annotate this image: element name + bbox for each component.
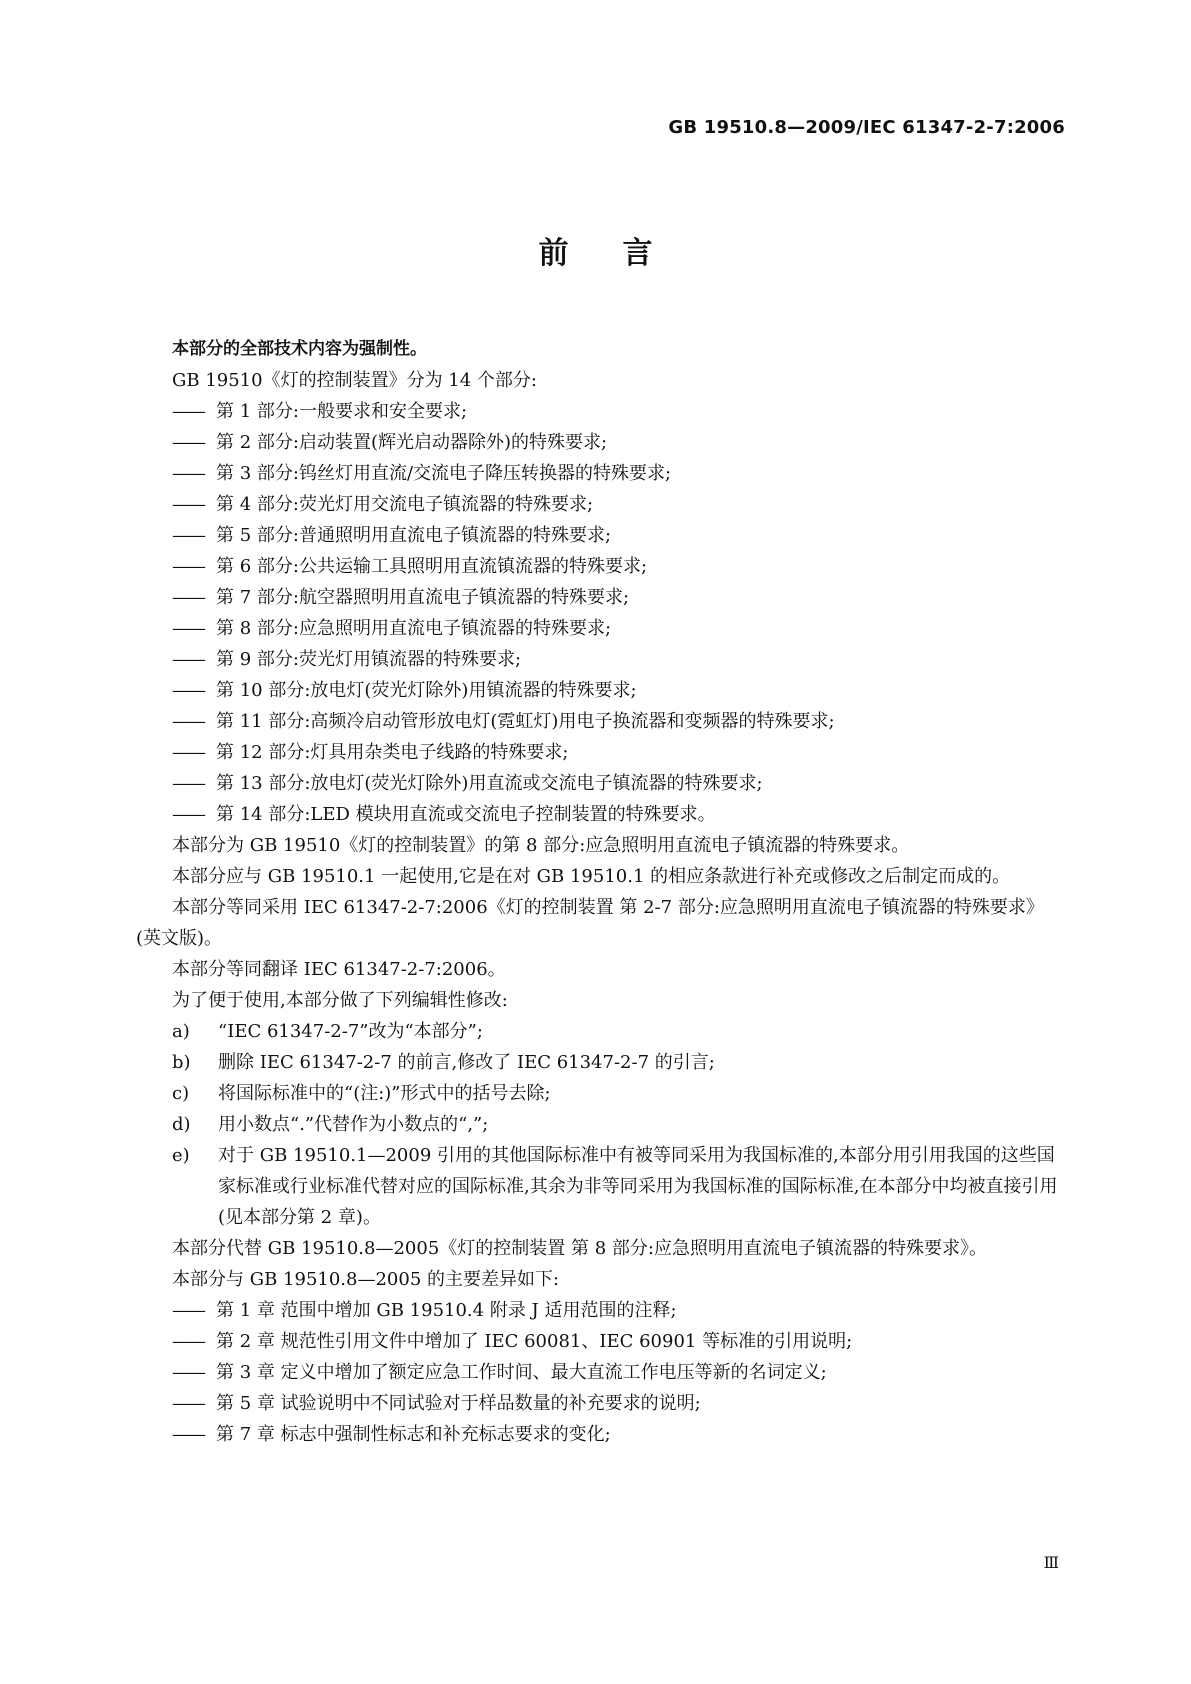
list-item: —— 第 5 章 试验说明中不同试验对于样品数量的补充要求的说明;	[172, 1393, 701, 1414]
list-item: —— 第 1 章 范围中增加 GB 19510.4 附录 J 适用范围的注释;	[172, 1300, 677, 1321]
list-item: —— 第 6 部分:公共运输工具照明用直流镇流器的特殊要求;	[172, 556, 648, 577]
list-item: —— 第 9 部分:荧光灯用镇流器的特殊要求;	[172, 649, 522, 670]
list-item: a) “IEC 61347-2-7”改为“本部分”;	[172, 1021, 483, 1042]
parts-intro: GB 19510《灯的控制装置》分为 14 个部分:	[172, 370, 537, 391]
differences-list	[136, 1295, 1064, 1450]
list-item: —— 第 7 章 标志中强制性标志和补充标志要求的变化;	[172, 1424, 611, 1445]
list-item: —— 第 4 部分:荧光灯用交流电子镇流器的特殊要求;	[172, 494, 594, 515]
parts-list	[136, 396, 1064, 830]
part-of-statement: 本部分为 GB 19510《灯的控制装置》的第 8 部分:应急照明用直流电子镇流器的特殊要求。	[172, 835, 910, 856]
list-item: e) 对于 GB 19510.1—2009 引用的其他国际标准中有被等同采用为我国标准的,本部分用引用我国的这些国家标准或行业标准代替对应的国际标准,其余为非等同采用为我国标准的国际标准,在本部分中均被直接引用(见本部分第 2 章)。	[172, 1145, 1058, 1228]
standard-code-header: GB 19510.8—2009/IEC 61347-2-7:2006	[668, 117, 1065, 138]
title-char-1: 前	[538, 236, 569, 271]
diff-intro: 本部分与 GB 19510.8—2005 的主要差异如下:	[172, 1269, 560, 1290]
list-item: —— 第 8 部分:应急照明用直流电子镇流器的特殊要求;	[172, 618, 612, 639]
list-item: —— 第 12 部分:灯具用杂类电子线路的特殊要求;	[172, 742, 569, 763]
mandatory-statement: 本部分的全部技术内容为强制性。	[172, 339, 427, 359]
list-item: —— 第 7 部分:航空器照明用直流电子镇流器的特殊要求;	[172, 587, 630, 608]
list-item: —— 第 3 章 定义中增加了额定应急工作时间、最大直流工作电压等新的名词定义;	[172, 1362, 827, 1383]
list-item: —— 第 3 部分:钨丝灯用直流/交流电子降压转换器的特殊要求;	[172, 463, 672, 484]
page-title	[0, 228, 1191, 272]
list-item: —— 第 2 章 规范性引用文件中增加了 IEC 60081、IEC 60901 等标准的引用说明;	[172, 1331, 853, 1352]
list-item: d) 用小数点“.”代替作为小数点的“,”;	[172, 1114, 489, 1135]
replace-statement: 本部分代替 GB 19510.8—2005《灯的控制装置 第 8 部分:应急照明用直流电子镇流器的特殊要求》。	[172, 1238, 987, 1259]
list-item: c) 将国际标准中的“(注:)”形式中的括号去除;	[172, 1083, 551, 1104]
list-item: —— 第 13 部分:放电灯(荧光灯除外)用直流或交流电子镇流器的特殊要求;	[172, 773, 763, 794]
use-with-statement: 本部分应与 GB 19510.1 一起使用,它是在对 GB 19510.1 的相应条款进行补充或修改之后制定而成的。	[172, 866, 1011, 887]
list-item: —— 第 5 部分:普通照明用直流电子镇流器的特殊要求;	[172, 525, 612, 546]
list-item: b) 删除 IEC 61347-2-7 的前言,修改了 IEC 61347-2-7 的引言;	[172, 1052, 715, 1073]
list-item: —— 第 11 部分:高频冷启动管形放电灯(霓虹灯)用电子换流器和变频器的特殊要求;	[172, 711, 835, 732]
list-item: —— 第 1 部分:一般要求和安全要求;	[172, 401, 468, 422]
translate-statement: 本部分等同翻译 IEC 61347-2-7:2006。	[172, 959, 506, 980]
list-item: —— 第 10 部分:放电灯(荧光灯除外)用镇流器的特殊要求;	[172, 680, 637, 701]
list-item: —— 第 14 部分:LED 模块用直流或交流电子控制装置的特殊要求。	[172, 804, 716, 825]
adopt-statement: 本部分等同采用 IEC 61347-2-7:2006《灯的控制装置 第 2-7 部分:应急照明用直流电子镇流器的特殊要求》(英文版)。	[136, 897, 1044, 949]
edits-intro: 为了便于使用,本部分做了下列编辑性修改:	[172, 990, 508, 1011]
list-item: —— 第 2 部分:启动装置(辉光启动器除外)的特殊要求;	[172, 432, 608, 453]
document-body	[136, 334, 1064, 1450]
page-number: Ⅲ	[1043, 1553, 1059, 1572]
title-char-2: 言	[622, 236, 653, 271]
edits-list	[136, 1016, 1064, 1233]
